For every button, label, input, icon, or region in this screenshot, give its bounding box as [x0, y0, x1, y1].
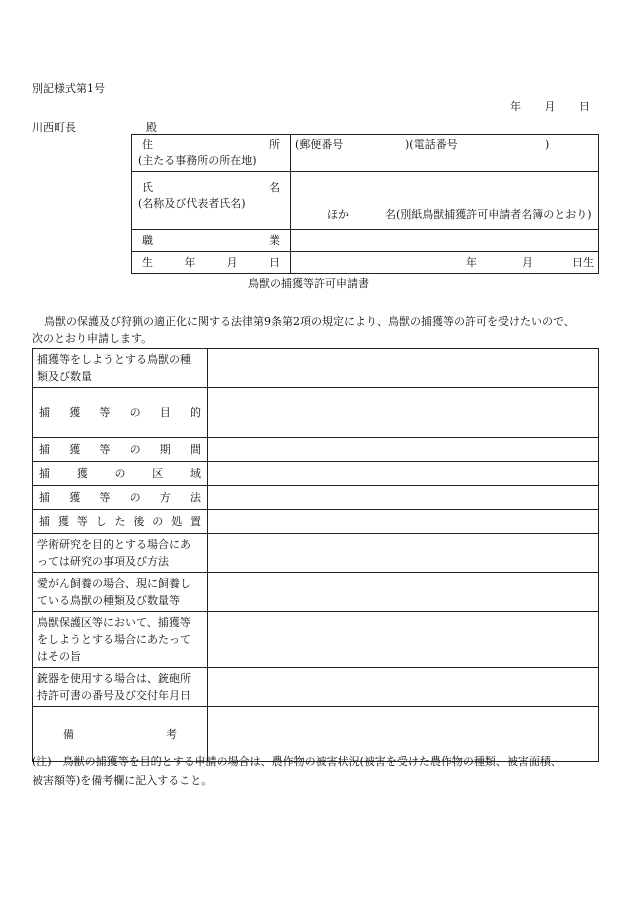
label-char: 捕	[39, 515, 50, 528]
applicant-table	[131, 134, 599, 274]
method-row	[33, 486, 599, 510]
honorific: 殿	[146, 121, 157, 134]
birthdate-row	[132, 252, 599, 274]
label-line: 類及び数量	[37, 370, 92, 383]
research-row	[33, 534, 599, 573]
address-label-char: 住	[142, 138, 153, 151]
postal-code-label: (郵便番号	[295, 138, 344, 151]
label-char: 置	[190, 515, 201, 528]
occupation-label-char: 職	[142, 233, 153, 247]
purpose-value[interactable]	[208, 388, 599, 438]
phone-label: )(電話番号	[405, 138, 458, 151]
name-label-cell	[132, 172, 291, 230]
label-line: ている鳥獣の種類及び数量等	[37, 594, 180, 607]
label-line: 愛がん飼養の場合、現に飼養し	[37, 577, 191, 590]
label-char: 獲	[69, 443, 81, 456]
label-char: 処	[171, 515, 183, 528]
firearm-value[interactable]	[208, 668, 599, 707]
label-char: 方	[159, 491, 171, 504]
purpose-row	[33, 388, 599, 438]
label-char: 期	[159, 443, 171, 456]
occupation-value-cell[interactable]	[291, 230, 599, 252]
label-char: 等	[76, 515, 88, 528]
intro-line-1: 鳥獣の保護及び狩猟の適正化に関する法律第9条第2項の規定により、鳥獣の捕獲等の許可を受けたいので、	[44, 315, 575, 328]
name-sublabel: (名称及び代表者氏名)	[138, 197, 246, 210]
species-quantity-value[interactable]	[208, 349, 599, 388]
label-char: 備	[63, 727, 74, 741]
birth-day-unit: 日生	[572, 255, 594, 269]
research-label	[33, 534, 208, 573]
occupation-row	[132, 230, 599, 252]
period-value[interactable]	[208, 438, 599, 462]
purpose-label	[33, 388, 208, 438]
label-char: 捕	[39, 406, 50, 419]
others-prefix: ほか	[327, 208, 349, 221]
others-suffix: 名(別紙鳥獣捕獲許可申請者名簿のとおり)	[385, 208, 592, 221]
label-char: の	[114, 467, 126, 480]
note-line-2: 被害額等)を備考欄に記入すること。	[32, 774, 213, 787]
date-day-label: 日	[579, 100, 590, 113]
label-char: 捕	[39, 467, 50, 480]
firearm-label	[33, 668, 208, 707]
period-row	[33, 438, 599, 462]
address-label-char: 所	[269, 138, 280, 151]
date-month-label: 月	[544, 100, 556, 113]
label-char: の	[129, 443, 141, 456]
birthdate-value-cell[interactable]	[291, 252, 599, 274]
pet-keeping-value[interactable]	[208, 573, 599, 612]
birthdate-label-char: 年	[184, 255, 196, 269]
disposal-value[interactable]	[208, 510, 599, 534]
pet-keeping-label	[33, 573, 208, 612]
label-line: 銃器を使用する場合は、銃砲所	[37, 672, 191, 685]
label-line: 鳥獣保護区等において、捕獲等	[37, 616, 191, 629]
pet-keeping-row	[33, 573, 599, 612]
intro-line-2: 次のとおり申請します。	[32, 332, 153, 345]
document-title: 鳥獣の捕獲等許可申請書	[248, 277, 369, 290]
note-line-1: (注) 鳥獣の捕獲等を目的とする申請の場合は、農作物の被害状況(被害を受けた農作物の種類、被害面積、	[32, 755, 562, 768]
disposal-row	[33, 510, 599, 534]
name-label-char: 名	[269, 181, 280, 194]
label-char: 捕	[39, 443, 50, 456]
label-line: はその旨	[37, 650, 81, 663]
firearm-row	[33, 668, 599, 707]
addressee: 川西町長	[32, 121, 76, 134]
name-value-cell[interactable]	[291, 172, 599, 230]
label-char: 捕	[39, 491, 50, 504]
label-char: 域	[190, 467, 201, 480]
name-row	[132, 172, 599, 230]
label-char: 等	[99, 406, 111, 419]
label-char: の	[152, 515, 164, 528]
occupation-label-cell	[132, 230, 291, 252]
label-char: の	[129, 406, 141, 419]
label-char: 後	[133, 515, 145, 528]
name-label-char: 氏	[142, 181, 153, 194]
research-value[interactable]	[208, 534, 599, 573]
birthdate-label-char: 日	[268, 255, 280, 269]
occupation-label-char: 業	[269, 233, 280, 247]
label-line: っては研究の事項及び方法	[37, 555, 169, 568]
method-label	[33, 486, 208, 510]
phone-close: )	[545, 138, 550, 151]
label-char: た	[114, 515, 126, 528]
label-char: 目	[159, 406, 171, 419]
label-char: 等	[99, 491, 111, 504]
address-value-cell[interactable]	[291, 135, 599, 172]
label-char: 的	[189, 406, 201, 419]
address-sublabel: (主たる事務所の所在地)	[138, 154, 257, 167]
address-row	[132, 135, 599, 172]
label-line: をしようとする場合にあたって	[37, 633, 191, 646]
area-value[interactable]	[208, 462, 599, 486]
form-number: 別記様式第1号	[32, 82, 105, 95]
label-char: 区	[152, 467, 164, 480]
birthdate-label-char: 月	[226, 255, 238, 269]
birthdate-label-cell	[132, 252, 291, 274]
label-char: 考	[166, 727, 177, 741]
sanctuary-label	[33, 612, 208, 668]
sanctuary-row	[33, 612, 599, 668]
label-line: 学術研究を目的とする場合にあ	[37, 538, 191, 551]
date-year-label: 年	[510, 100, 521, 113]
label-char: 獲	[57, 515, 69, 528]
label-char: 間	[189, 443, 201, 456]
label-char: 獲	[69, 406, 81, 419]
address-label-cell	[132, 135, 291, 172]
area-row	[33, 462, 599, 486]
label-char: し	[95, 515, 107, 528]
label-char: 等	[99, 443, 111, 456]
area-label	[33, 462, 208, 486]
application-details-table	[32, 348, 599, 762]
method-value[interactable]	[208, 486, 599, 510]
period-label	[33, 438, 208, 462]
species-quantity-label	[33, 349, 208, 388]
label-char: 獲	[69, 491, 81, 504]
submission-date	[510, 101, 590, 112]
remarks-value[interactable]	[208, 707, 599, 762]
label-line: 捕獲等をしようとする鳥獣の種	[37, 353, 191, 366]
birthdate-label-char: 生	[142, 255, 153, 269]
remarks-row	[33, 707, 599, 762]
remarks-label	[33, 707, 208, 762]
label-char: の	[129, 491, 141, 504]
disposal-label	[33, 510, 208, 534]
birth-year-unit: 年	[466, 255, 477, 269]
label-char: 法	[189, 491, 201, 504]
label-line: 持許可書の番号及び交付年月日	[37, 689, 191, 702]
birth-month-unit: 月	[522, 255, 533, 269]
sanctuary-value[interactable]	[208, 612, 599, 668]
species-quantity-row	[33, 349, 599, 388]
label-char: 獲	[76, 467, 88, 480]
